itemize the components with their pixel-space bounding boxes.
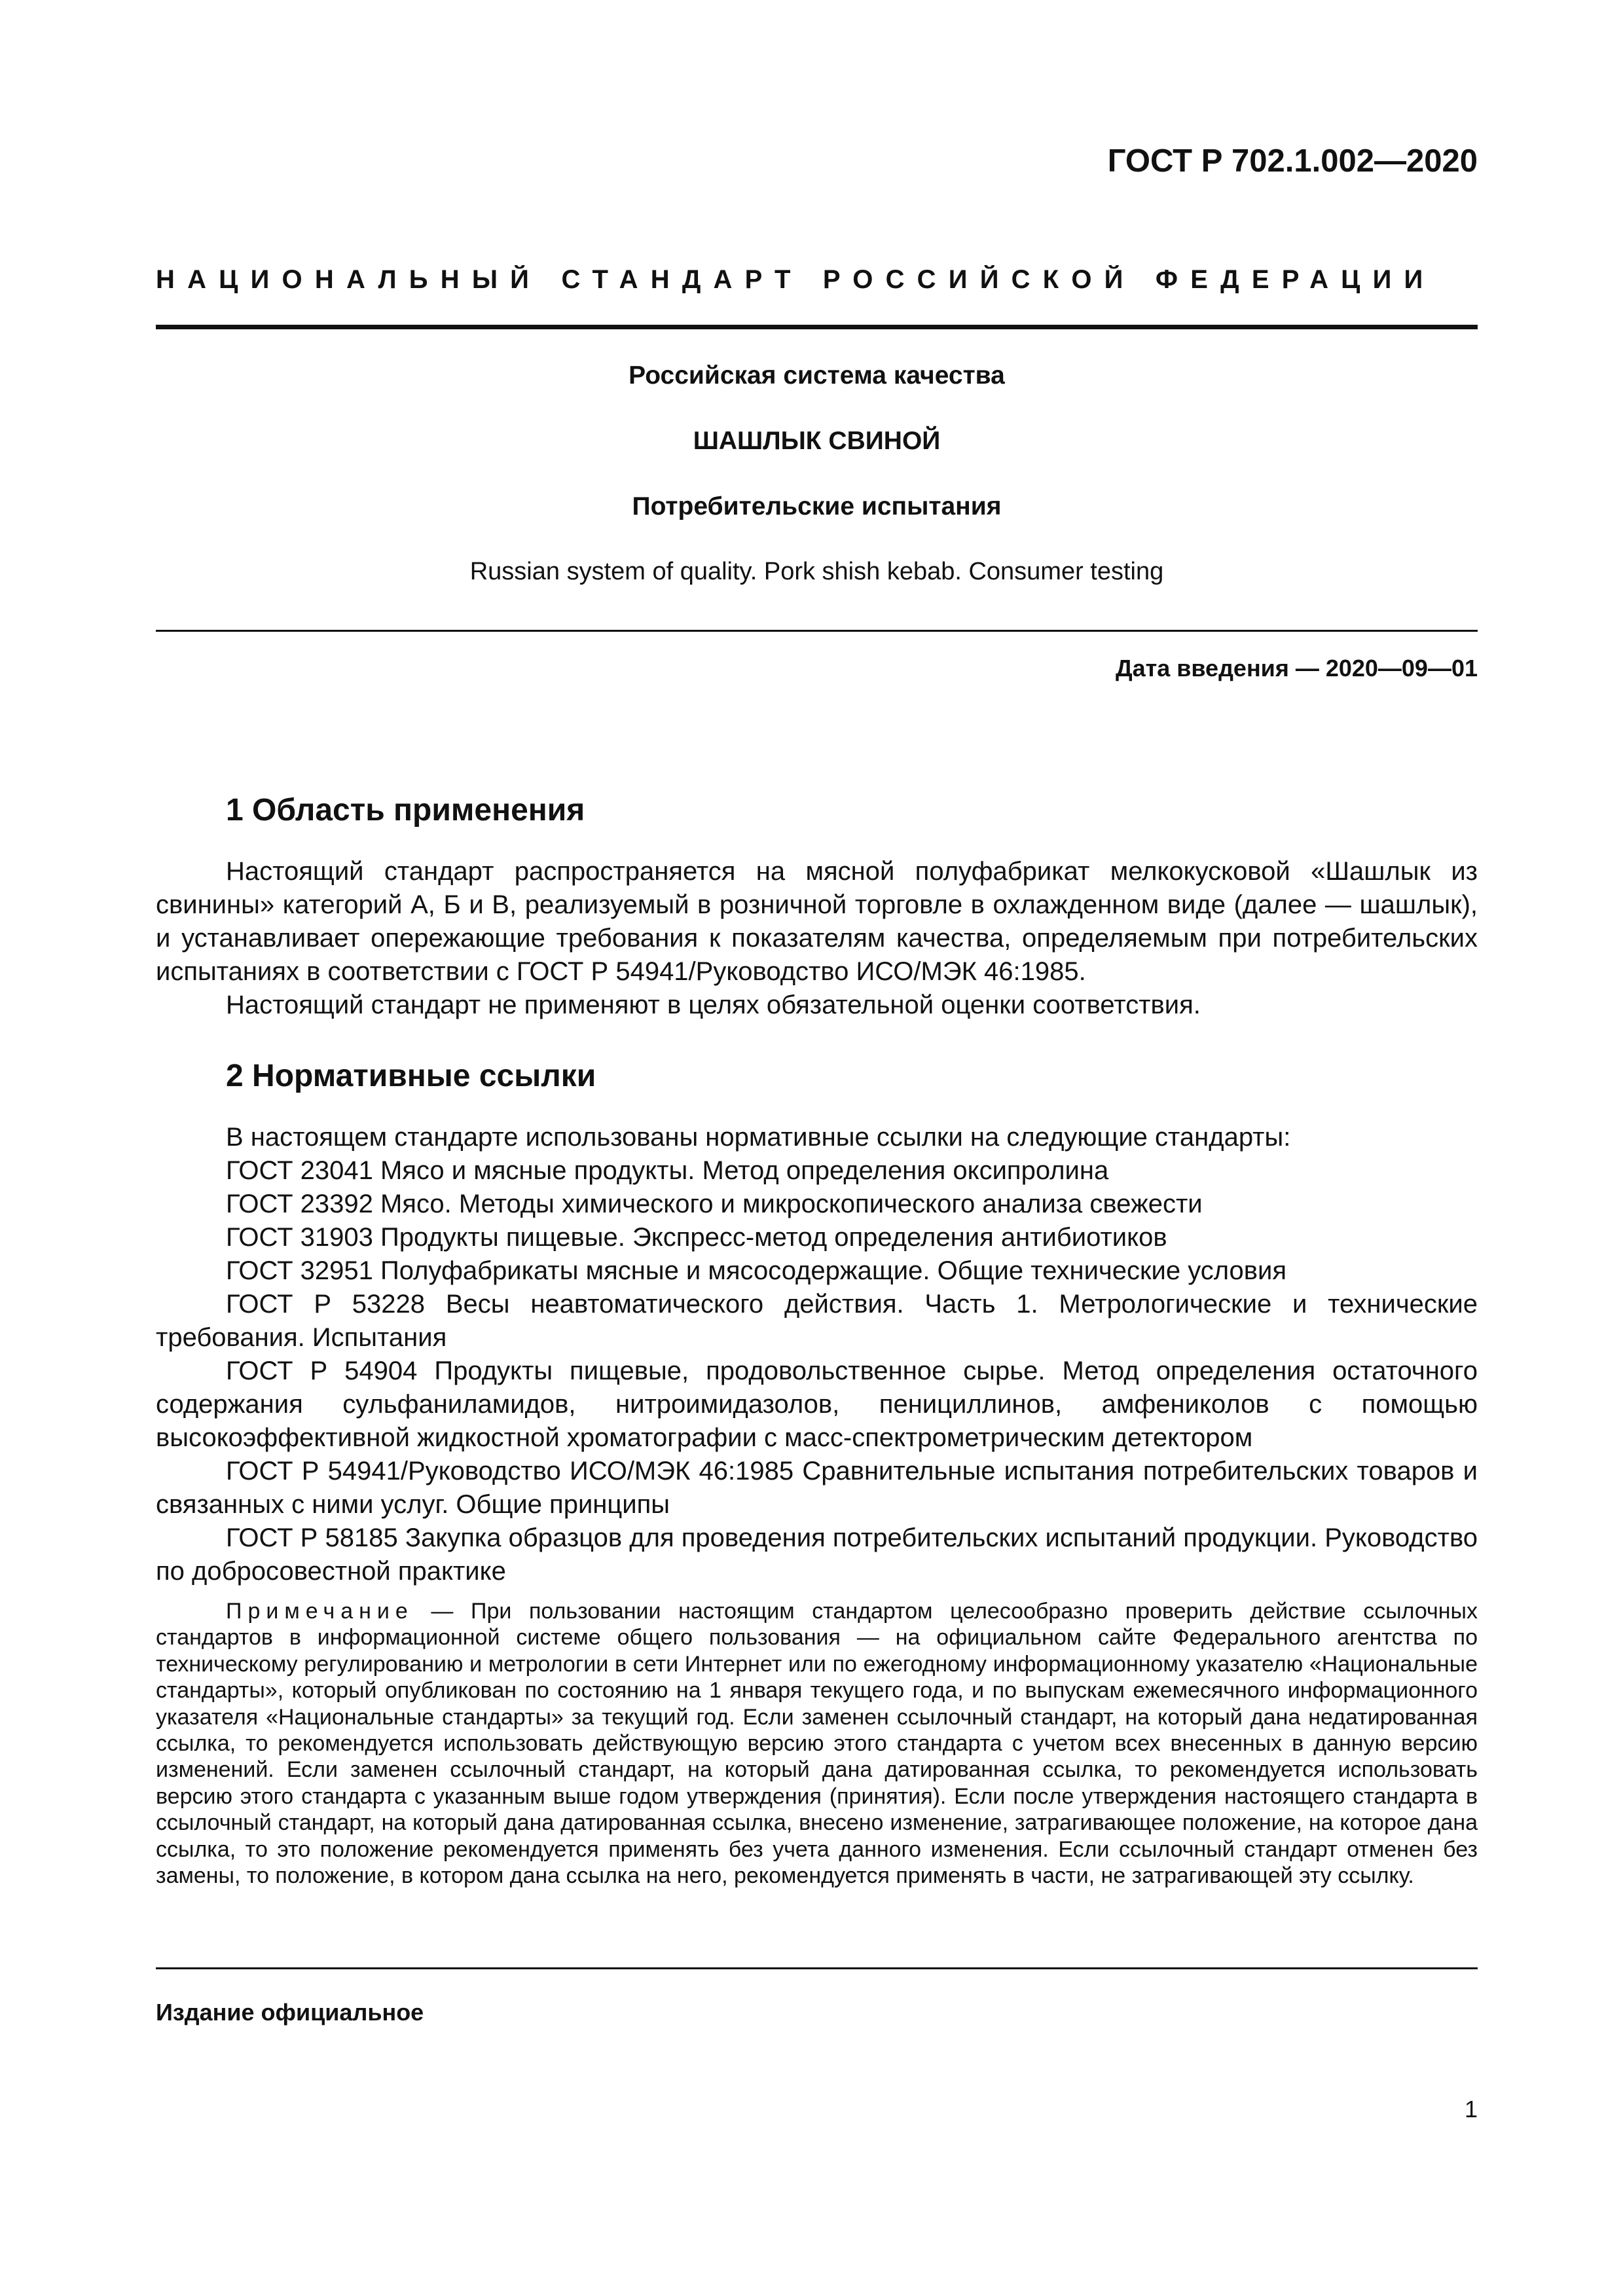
reference-item: ГОСТ Р 54941/Руководство ИСО/МЭК 46:1985 Сравнительные испытания потребительских товаров и связанных с ними услуг. Общие принципы bbox=[156, 1457, 1478, 1519]
section-1-paragraph: Настоящий стандарт не применяют в целях обязательной оценки соответствия. bbox=[226, 991, 1201, 1019]
section-2-heading: 2 Нормативные ссылки bbox=[226, 1059, 596, 1093]
references-note bbox=[156, 1598, 1478, 1889]
page-number: 1 bbox=[1464, 2096, 1478, 2123]
footer-rule bbox=[156, 1967, 1478, 1969]
reference-item: ГОСТ Р 54904 Продукты пищевые, продовольственное сырье. Метод определения остаточного содержания сульфаниламидов, нитроимидазолов, пенициллинов, амфениколов с помощью высокоэффективной жидкостной хроматографии с масс-спектрометрическим детектором bbox=[156, 1357, 1478, 1452]
note-label: Примечание bbox=[226, 1599, 414, 1624]
section-1-heading: 1 Область применения bbox=[226, 793, 585, 828]
title-rule bbox=[156, 630, 1478, 632]
references-intro: В настоящем стандарте использованы нормативные ссылки на следующие стандарты: bbox=[226, 1123, 1291, 1152]
reference-item: ГОСТ Р 58185 Закупка образцов для проведения потребительских испытаний продукции. Руководство по добросовестной практике bbox=[156, 1523, 1478, 1586]
reference-item: ГОСТ 31903 Продукты пищевые. Экспресс-метод определения антибиотиков bbox=[226, 1223, 1167, 1252]
gost-code: ГОСТ Р 702.1.002—2020 bbox=[1107, 143, 1478, 179]
official-edition-label: Издание официальное bbox=[156, 1999, 424, 2026]
section-1-body bbox=[156, 855, 1478, 1022]
reference-item: ГОСТ 23041 Мясо и мясные продукты. Метод определения оксипролина bbox=[226, 1156, 1109, 1185]
title-product: ШАШЛЫК СВИНОЙ bbox=[693, 427, 941, 455]
section-1-paragraph: Настоящий стандарт распространяется на мясной полуфабрикат мелкокусковой «Шашлык из свинины» категорий А, Б и В, реализуемый в розничной торговле в охлажденном виде (далее — шашлык), и устанавливает опережающие требования к показателям качества, определяемым при потребительских испытаниях в соответствии с ГОСТ Р 54941/Руководство ИСО/МЭК 46:1985. bbox=[156, 857, 1478, 986]
title-english: Russian system of quality. Pork shish kebab. Consumer testing bbox=[469, 558, 1164, 585]
title-subject: Потребительские испытания bbox=[632, 492, 1002, 520]
reference-item: ГОСТ 23392 Мясо. Методы химического и микроскопического анализа свежести bbox=[226, 1190, 1203, 1218]
reference-item: ГОСТ 32951 Полуфабрикаты мясные и мясосодержащие. Общие технические условия bbox=[226, 1256, 1287, 1285]
introduction-date: Дата введения — 2020—09—01 bbox=[1115, 655, 1478, 682]
note-text: — При пользовании настоящим стандартом целесообразно проверить действие ссылочных стандартов в информационной системе общего пользования — на официальном сайте Федерального агентства по техническому регулированию и метрологии в сети Интернет или по ежегодному информационному указателю «Национальные стандарты», который опубликован по состоянию на 1 января текущего года, и по выпускам ежемесячного информационного указателя «Национальные стандарты» за текущий год. Если заменен ссылочный стандарт, на который дана недатированная ссылка, то рекомендуется использовать действующую версию этого стандарта с учетом всех внесенных в данную версию изменений. Если заменен ссылочный стандарт, на который дана датированная ссылка, то рекомендуется использовать версию этого стандарта с указанным выше годом утверждения (принятия). Если после утверждения настоящего стандарта в ссылочный стандарт, на который дана датированная ссылка, внесено изменение, затрагивающее положение, на которое дана ссылка, то это положение рекомендуется применять без учета данного изменения. Если ссылочный стандарт отменен без замены, то положение, в котором дана ссылка на него, рекомендуется применять в части, не затрагивающей эту ссылку. bbox=[156, 1599, 1478, 1889]
national-standard-banner: НАЦИОНАЛЬНЫЙ СТАНДАРТ РОССИЙСКОЙ ФЕДЕРАЦИИ bbox=[156, 265, 1436, 294]
header-rule bbox=[156, 325, 1478, 329]
reference-item: ГОСТ Р 53228 Весы неавтоматического действия. Часть 1. Метрологические и технические требования. Испытания bbox=[156, 1290, 1478, 1352]
section-2-body bbox=[156, 1121, 1478, 1588]
title-system: Российская система качества bbox=[629, 361, 1005, 390]
